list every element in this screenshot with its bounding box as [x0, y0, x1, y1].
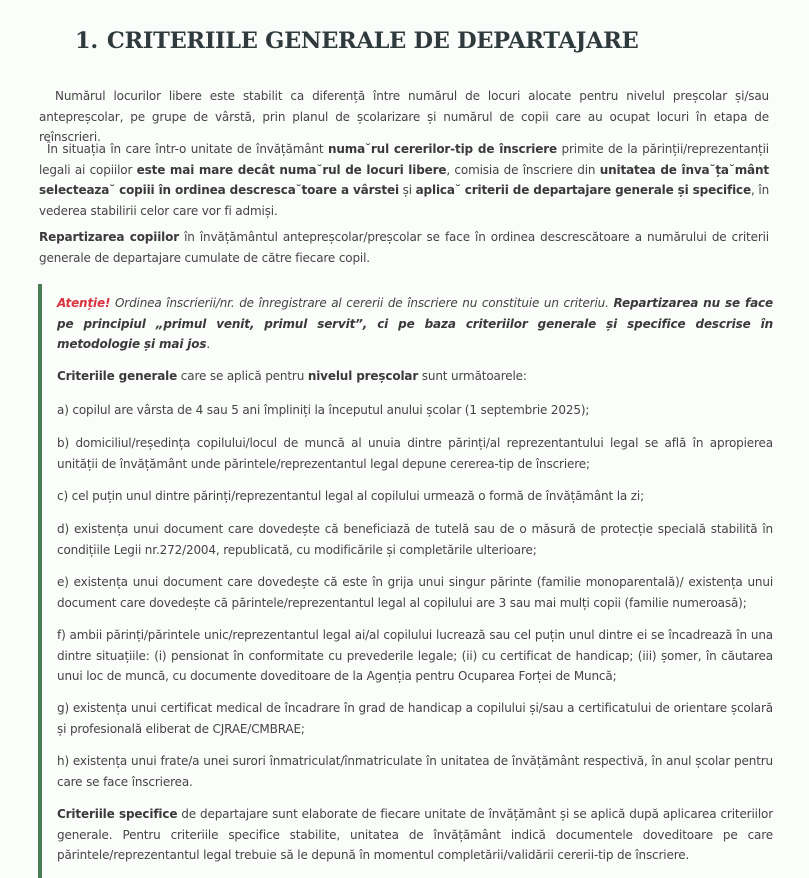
criterion-e: e) existența unui document care dovedește că este în grija unui singur părinte (familie monoparentală)/ existența unui document care dovedește că părintele/reprezentantul legal al copilului are 3 sau mai mulți copii (familie numeroasă);: [57, 575, 773, 610]
paragraph-free-places: Numărul locurilor libere este stabilit ca diferență între numărul de locuri alocate pentru nivelul preșcolar și/sau antepreșcolar, pe grupe de vârstă, prin planul de școlarizare și numărul de copii care au ocupat locuri în etapa de reînscrieri.: [39, 89, 769, 144]
text: .: [206, 337, 211, 351]
specific-criteria: [57, 804, 773, 866]
warning-note: [57, 293, 773, 355]
paragraph-situation: [39, 139, 769, 221]
criterion-a: a) copilul are vârsta de 4 sau 5 ani împliniți la începutul anului școlar (1 septembrie 2025);: [57, 403, 590, 417]
bold-text: Repartizarea copiilor: [39, 230, 179, 244]
paragraph-distribution: [39, 227, 769, 268]
section-title-text: CRITERIILE GENERALE DE DEPARTAJARE: [106, 28, 639, 54]
bold-text: este mai mare decât numa˘rul de locuri libere: [136, 162, 447, 177]
text: sunt următoarele:: [418, 369, 527, 383]
text: care se aplică pentru: [177, 369, 308, 383]
criterion-f: f) ambii părinți/părintele unic/reprezentantul legal ai/al copilului lucrează sau cel puțin unul dintre ei se încadrează în una dintre situațiile: (i) pensionat în conformitate cu prevederile legale; (ii) cu certificat de handicap; (iii) șomer, în căutarea unui loc de muncă, cu documente doveditoare de la Agenția pentru Ocuparea Forței de Muncă;: [57, 628, 773, 683]
criterion-h: h) existența unui frate/a unei surori înmatriculat/înmatriculate în unitatea de învățământ respectivă, în anul școlar pentru care se face înscrierea.: [57, 754, 773, 789]
section-number: 1.: [75, 28, 98, 54]
section-title: [75, 28, 638, 54]
warning-label: Atenție!: [57, 296, 111, 310]
bold-text: Criteriile specifice: [57, 807, 178, 821]
text: și: [398, 183, 416, 197]
criterion-c: c) cel puțin unul dintre părinți/reprezentantul legal al copilului urmează o formă de învățământ la zi;: [57, 489, 644, 503]
general-criteria-intro: [57, 366, 773, 387]
criteria-callout: [38, 284, 809, 878]
criterion-b: b) domiciliul/reședința copilului/locul de muncă al unuia dintre părinți/al reprezentantului legal se află în apropierea unității de învățământ unde părintele/reprezentantul legal depune cererea-tip de înscriere;: [57, 436, 773, 471]
criterion-g: g) existența unui certificat medical de încadrare în grad de handicap a copilului și/sau a certificatului de orientare școlară și profesională eliberat de CJRAE/CMBRAE;: [57, 701, 773, 736]
text: , în vederea stabilirii celor care vor fi admiși.: [39, 183, 770, 218]
text: de departajare sunt elaborate de fiecare unitate de învățământ și se aplică după aplicarea criteriilor generale. Pentru criteriile specifice stabilite, unitatea de învățământ indică documentele doveditoare pe care părintele/reprezentantul legal trebuie să le depună în momentul completării/validării cererii-tip de înscriere.: [57, 807, 773, 862]
bold-text: numa˘rul cererilor-tip de înscriere: [327, 142, 557, 156]
bold-text: unitatea de înva˘ța˘mânt selecteaza˘ copiii în ordinea descresca˘toare a vârstei: [39, 162, 769, 197]
warning-bold-text: Repartizarea nu se face pe principiul „primul venit, primul servit”, ci pe baza criteriilor generale și specifice descrise în metodologie și mai jos: [57, 296, 774, 351]
bold-text: aplica˘ criterii de departajare generale și specifice: [415, 183, 752, 197]
criterion-d: d) existența unui document care dovedește că beneficiază de tutelă sau de o măsură de protecție specială stabilită în condițiile Legii nr.272/2004, republicată, cu modificările și completările ulterioare;: [57, 522, 773, 557]
bold-text: nivelul preșcolar: [307, 369, 419, 383]
bold-text: Criteriile generale: [57, 369, 178, 383]
text: în învățământul antepreșcolar/preșcolar se face în ordinea descrescătoare a numărului de criterii generale de departajare cumulate de către fiecare copil.: [39, 230, 769, 265]
warning-text: Ordinea înscrierii/nr. de înregistrare al cererii de înscriere nu constituie un criteriu.: [110, 296, 614, 310]
text: , comisia de înscriere din: [446, 162, 600, 177]
text: În situația în care într-o unitate de învățământ: [47, 142, 328, 156]
text: primite de la părinții/reprezentanții legali ai copiilor: [39, 142, 769, 177]
